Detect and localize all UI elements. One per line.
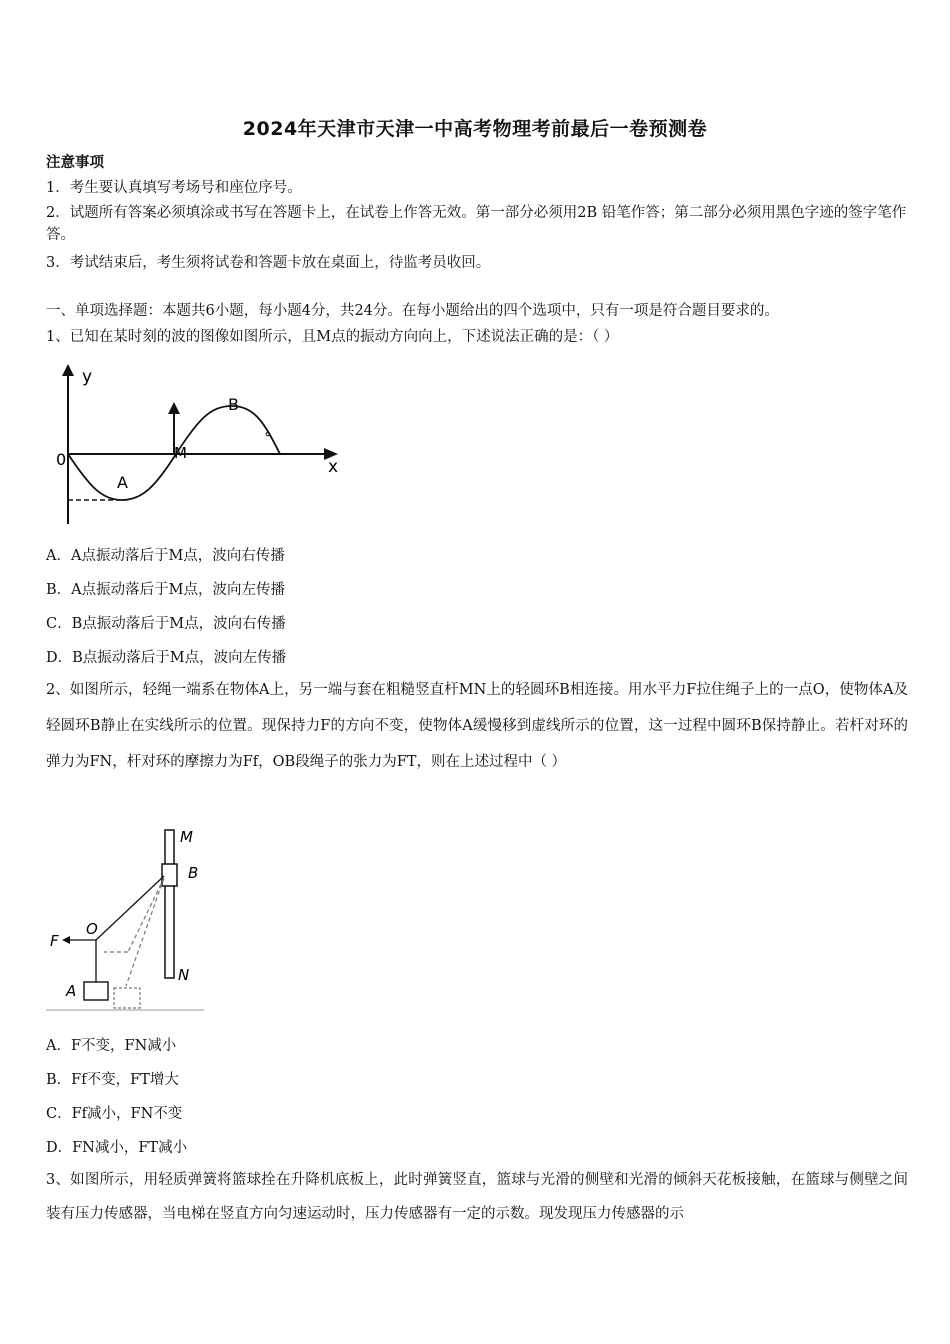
q1-option-a: A．A点振动落后于M点，波向右传播: [46, 548, 285, 564]
q1-y-arrow-icon: [62, 364, 74, 376]
q1-y-label: y: [82, 367, 93, 387]
q2-f-label: F: [50, 932, 59, 950]
q2-stem: 2、如图所示，轻绳一端系在物体A上，另一端与套在粗糙竖直杆MN上的轻圆环B相连接。用水平力F拉住绳子上的一点O，使物体A及轻圆环B静止在实线所示的位置。现保持力F的方向不变，使物体A缓慢移到虚线所示的位置，这一过程中圆环B保持静止。若杆对环的弹力为FN，杆对环的摩擦力为Ff，OB段绳子的张力为FT，则在上述过程中（ ）: [46, 682, 908, 770]
q1-wave-figure: [50, 362, 350, 532]
q2-b-label: B: [188, 864, 199, 882]
notice-item-1: 1．考生要认真填写考场号和座位序号。: [46, 180, 302, 196]
q2-rod-figure: [46, 826, 216, 1016]
notice-heading: 注意事项: [46, 154, 104, 171]
q1-b-label: B: [228, 395, 239, 414]
section-heading: 一、单项选择题：本题共6小题，每小题4分，共24分。在每小题给出的四个选项中，只有一项是符合题目要求的。: [46, 303, 779, 319]
q2-ring: [162, 864, 177, 886]
q2-block-a: [84, 982, 108, 1000]
q2-force-arrow-icon: [62, 936, 70, 944]
q1-option-d: D．B点振动落后于M点，波向左传播: [46, 650, 287, 666]
q1-a-label: A: [117, 473, 128, 492]
q1-m-label: M: [174, 444, 187, 462]
q1-option-c: C．B点振动落后于M点，波向右传播: [46, 616, 286, 632]
q2-dashed-rope-1: [128, 878, 164, 952]
notice-item-3: 3．考试结束后，考生须将试卷和答题卡放在桌面上，待监考员收回。: [46, 255, 491, 271]
q2-a-label: A: [66, 982, 77, 1000]
q3-stem: 3、如图所示，用轻质弹簧将篮球拴在升降机底板上，此时弹簧竖直，篮球与光滑的侧壁和光滑的倾斜天花板接触，在篮球与侧壁之间装有压力传感器，当电梯在竖直方向匀速运动时，压力传感器有一定的示数。现发现压力传感器的示: [46, 1172, 908, 1222]
q1-option-b: B．A点振动落后于M点，波向左传播: [46, 582, 285, 598]
q2-option-b: B．Ff不变，FT增大: [46, 1072, 179, 1088]
q1-origin-label: 0: [56, 450, 67, 469]
q2-option-d: D．FN减小，FT减小: [46, 1140, 188, 1156]
q2-block-a-dashed: [114, 988, 140, 1008]
notice-item-2: 2．试题所有答案必须填涂或书写在答题卡上，在试卷上作答无效。第一部分必须用2B 铅笔作答；第二部分必须用黑色字迹的签字笔作答。: [46, 205, 907, 243]
q2-option-c: C．Ff减小，FN不变: [46, 1106, 183, 1122]
q2-rod: [165, 830, 174, 978]
q1-m-arrow-icon: [168, 402, 180, 414]
q2-option-a: A．F不变，FN减小: [46, 1038, 177, 1054]
q2-o-label: O: [86, 920, 98, 938]
page-title: 2024年天津市天津一中高考物理考前最后一卷预测卷: [242, 118, 708, 140]
q2-m-label: M: [180, 828, 193, 846]
q1-x-label: x: [328, 457, 339, 477]
q2-n-label: N: [178, 966, 190, 984]
q1-stem: 1、已知在某时刻的波的图像如图所示，且M点的振动方向向上，下述说法正确的是：（ ）: [46, 329, 619, 345]
